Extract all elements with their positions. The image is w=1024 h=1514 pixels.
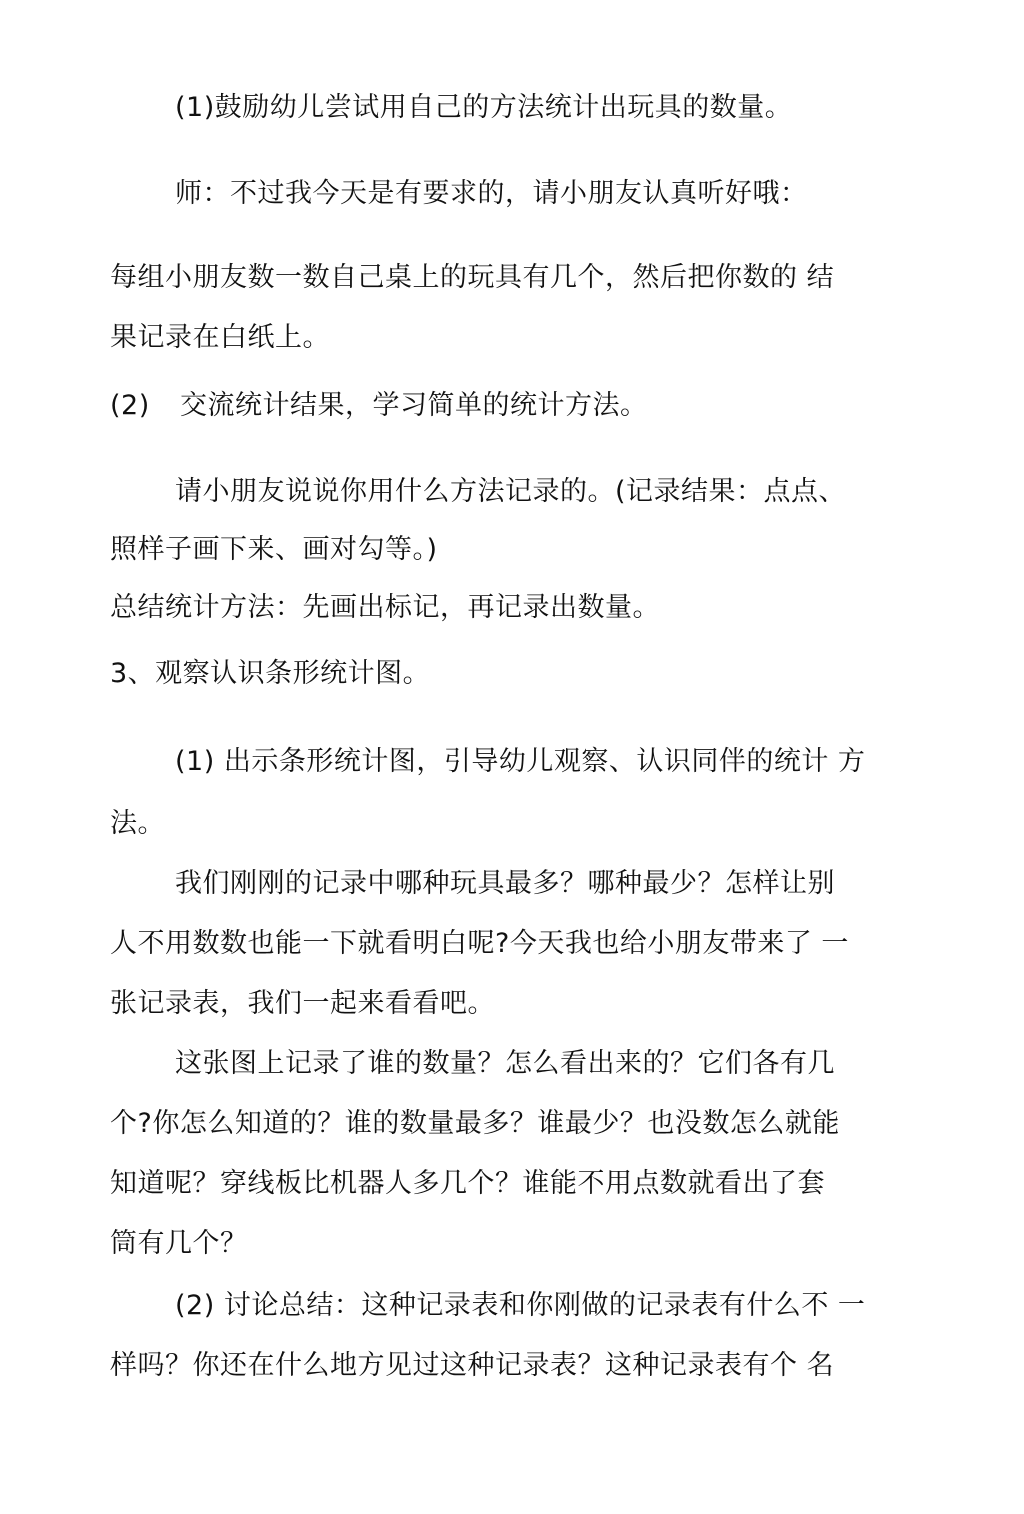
- paragraph-line: 我们刚刚的记录中哪种玩具最多？哪种最少？怎样让别: [175, 868, 835, 899]
- paragraph-line: 张记录表，我们一起来看看吧。: [110, 988, 495, 1019]
- numbered-item: [110, 388, 150, 424]
- paragraph-line: (2) 讨论总结：这种记录表和你刚做的记录表有什么不 一: [175, 1290, 866, 1321]
- paragraph-line: 请小朋友说说你用什么方法记录的。(记录结果：点点、: [175, 476, 847, 507]
- paragraph-line: 果记录在白纸上。: [110, 322, 330, 353]
- paragraph-line: (1) 出示条形统计图，引导幼儿观察、认识同伴的统计 方: [175, 746, 866, 777]
- paragraph-line: 每组小朋友数一数自己桌上的玩具有几个，然后把你数的 结: [110, 262, 835, 293]
- paragraph-line: 照样子画下来、画对勾等。): [110, 534, 438, 565]
- paragraph-line: 这张图上记录了谁的数量？怎么看出来的？它们各有几: [175, 1048, 835, 1079]
- paragraph-line: 法。: [110, 808, 165, 839]
- paragraph-line: 个?你怎么知道的？谁的数量最多？谁最少？也没数怎么就能: [110, 1108, 840, 1139]
- paragraph-line: 样吗？你还在什么地方见过这种记录表？这种记录表有个 名: [110, 1350, 835, 1381]
- paragraph-line: 人不用数数也能一下就看明白呢?今天我也给小朋友带来了 一: [110, 928, 849, 959]
- paragraph-line: (1)鼓励幼儿尝试用自己的方法统计出玩具的数量。: [175, 92, 793, 123]
- section-heading: 3、观察认识条形统计图。: [110, 658, 431, 689]
- paragraph-line: 师：不过我今天是有要求的，请小朋友认真听好哦：: [175, 178, 808, 209]
- paragraph-line: 筒有几个？: [110, 1228, 248, 1259]
- paragraph-line: 知道呢？穿线板比机器人多几个？谁能不用点数就看出了套: [110, 1168, 825, 1199]
- paragraph-line: 总结统计方法：先画出标记，再记录出数量。: [110, 592, 660, 623]
- item-text: 交流统计结果，学习简单的统计方法。: [180, 390, 648, 421]
- item-number: (2): [110, 390, 150, 421]
